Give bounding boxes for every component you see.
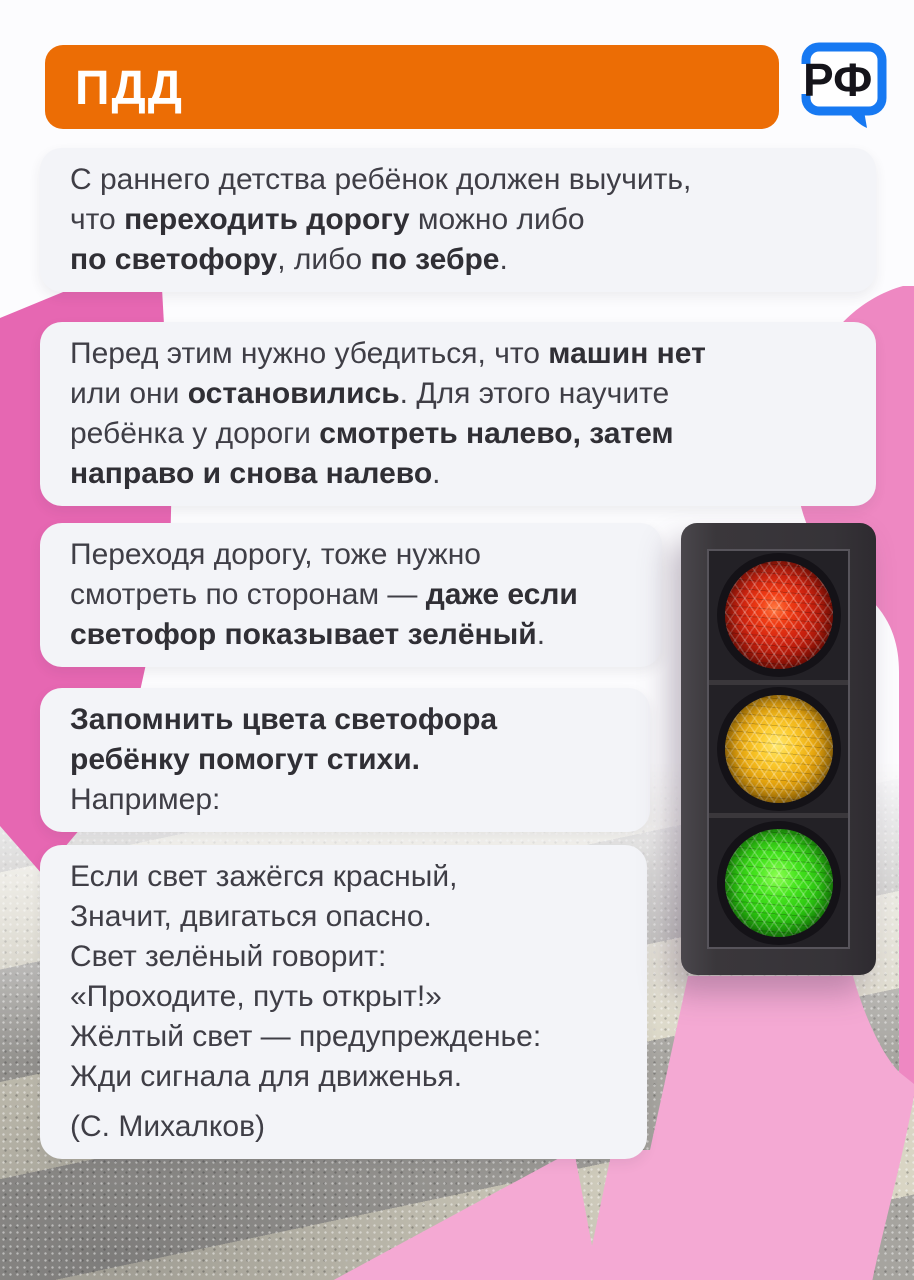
rf-logo-text: РФ — [803, 54, 873, 106]
red-light-icon — [725, 561, 833, 669]
card-text: Запомнить цвета светофора ребёнку помогут стихи. Например: — [70, 703, 498, 816]
poem-text: Если свет зажёгся красный, Значит, двигаться опасно. Свет зелёный говорит: «Проходите, путь открыт!» Жёлтый свет — предупрежденье: Жди сигнала для движенья. — [70, 860, 542, 1093]
card-text: Перед этим нужно убедиться, что машин нет или они остановились. Для этого научите ребёнка у дороги смотреть налево, затем направо и снова налево. — [70, 337, 706, 490]
yellow-light-icon — [725, 695, 833, 803]
info-card-poems-help — [40, 688, 650, 832]
poem-card — [40, 845, 647, 1159]
info-card-check-cars — [40, 322, 876, 506]
card-text: Переходя дорогу, тоже нужно смотреть по сторонам — даже если светофор показывает зелёный. — [70, 538, 578, 651]
info-card-learn-crossing — [40, 148, 876, 292]
green-light-icon — [725, 829, 833, 937]
traffic-light-cell-yellow — [709, 680, 848, 814]
traffic-light-frame — [707, 549, 850, 949]
traffic-light-cell-red — [709, 551, 848, 680]
header-bar — [45, 45, 779, 129]
card-text: С раннего детства ребёнок должен выучить, что переходить дорогу можно либо по светофору, либо по зебре. — [70, 163, 692, 276]
page-title: ПДД — [75, 62, 184, 115]
poem-attribution: (С. Михалков) — [70, 1110, 265, 1143]
info-card-look-both-ways — [40, 523, 662, 667]
rf-logo-icon — [800, 40, 894, 132]
traffic-light-image — [681, 523, 876, 975]
traffic-light-cell-green — [709, 813, 848, 947]
